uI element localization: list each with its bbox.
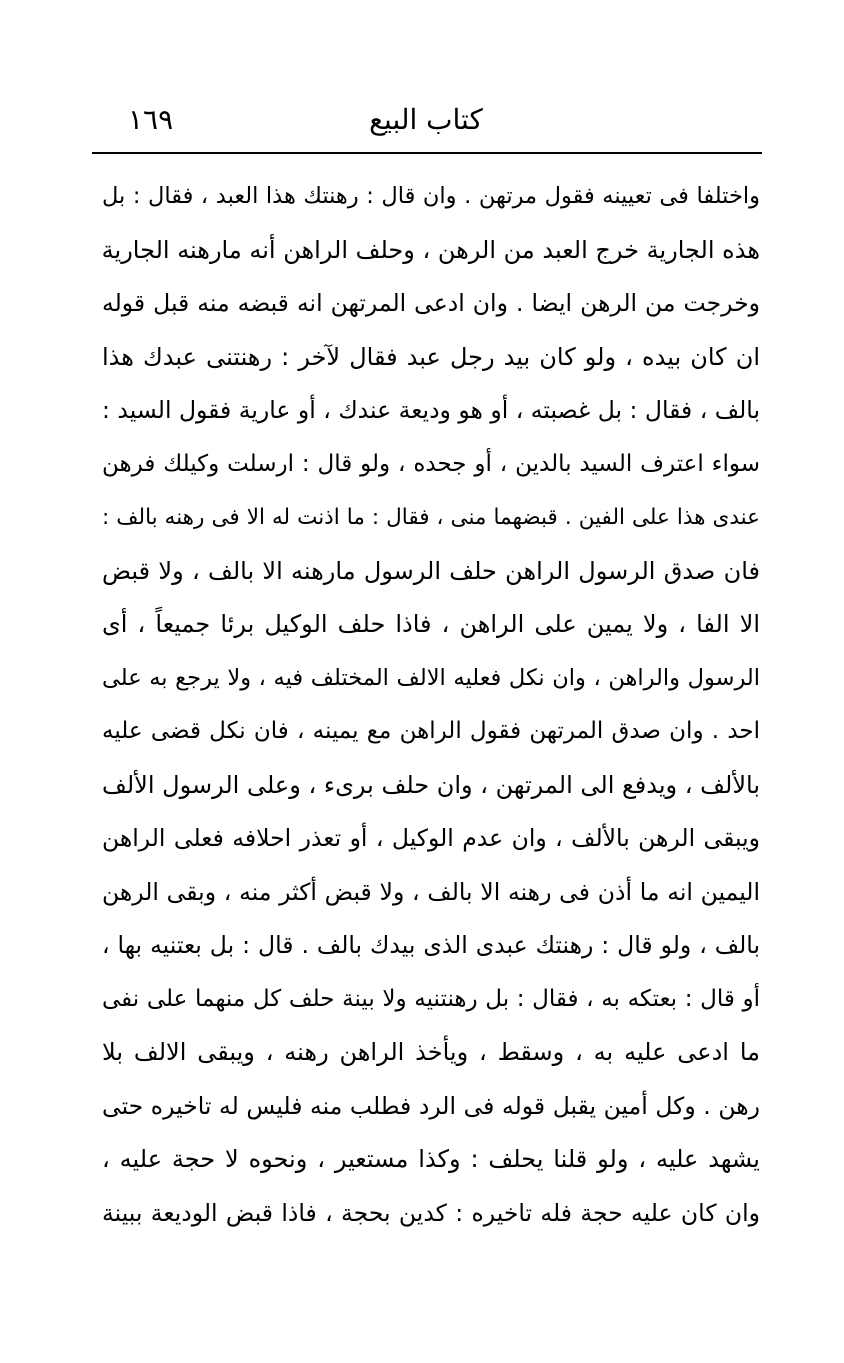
text-line: الرسول والراهن ، وان نكل فعليه الالف المختلف فيه ، ولا يرجع به على: [102, 664, 760, 691]
page-number: ١٦٩: [128, 103, 174, 136]
text-line: بالف ، فقال : بل غصبته ، أو هو وديعة عندك ، أو عارية فقول السيد :: [102, 396, 760, 424]
text-line: واختلفا فى تعيينه فقول مرتهن . وان قال : رهنتك هذا العبد ، فقال : بل: [102, 183, 760, 209]
header-divider: [92, 152, 762, 154]
text-line: ما ادعى عليه به ، وسقط ، ويأخذ الراهن رهنه ، ويبقى الالف بلا: [102, 1038, 760, 1066]
text-line: اليمين انه ما أذن فى رهنه الا بالف ، ولا قبض أكثر منه ، وبقى الرهن: [102, 877, 760, 906]
text-line: يشهد عليه ، ولو قلنا يحلف : وكذا مستعير ، ونحوه لا حجة عليه ،: [102, 1145, 760, 1173]
text-line: وخرجت من الرهن ايضا . وان ادعى المرتهن انه قبضه منه قبل قوله: [102, 289, 760, 317]
text-line: رهن . وكل أمين يقبل قوله فى الرد فطلب منه فليس له تاخيره حتى: [102, 1091, 760, 1120]
text-line: هذه الجارية خرج العبد من الرهن ، وحلف الراهن أنه مارهنه الجارية: [102, 235, 760, 264]
text-line: وان كان عليه حجة فله تاخيره : كدين بحجة ، فاذا قبض الوديعة ببينة: [102, 1198, 760, 1227]
text-line: ويبقى الرهن بالألف ، وان عدم الوكيل ، أو تعذر احلافه فعلى الراهن: [102, 824, 760, 852]
text-line: أو قال : بعتكه به ، فقال : بل رهنتنيه ولا بينة حلف كل منهما على نفى: [102, 985, 760, 1012]
body-text: [102, 170, 760, 1240]
page-header: [92, 100, 760, 152]
text-line: ان كان بيده ، ولو كان بيد رجل عبد فقال لآخر : رهنتنى عبدك هذا: [102, 342, 760, 371]
text-line: عندى هذا على الفين . قبضهما منى ، فقال : ما اذنت له الا فى رهنه بالف :: [102, 505, 760, 530]
text-line: سواء اعترف السيد بالدين ، أو جحده ، ولو قال : ارسلت وكيلك فرهن: [102, 450, 760, 477]
text-line: احد . وان صدق المرتهن فقول الراهن مع يمينه ، فان نكل قضى عليه: [102, 718, 760, 744]
text-line: بالألف ، ويدفع الى المرتهن ، وان حلف برىء ، وعلى الرسول الألف: [102, 770, 760, 799]
text-line: بالف ، ولو قال : رهنتك عبدى الذى بيدك بالف . قال : بل بعتنيه بها ،: [102, 931, 760, 959]
text-line: الا الفا ، ولا يمين على الراهن ، فاذا حلف الوكيل برئا جميعاً ، أى: [102, 610, 760, 638]
text-line: فان صدق الرسول الراهن حلف الرسول مارهنه الا بالف ، ولا قبض: [102, 556, 760, 585]
running-title: كتاب البيع: [369, 103, 483, 136]
